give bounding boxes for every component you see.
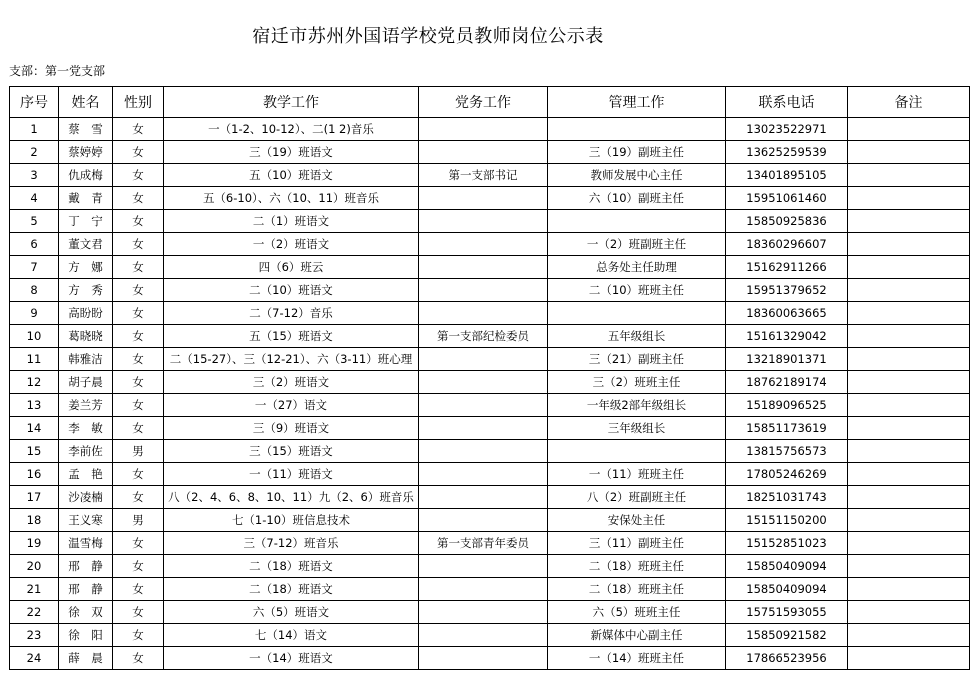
table-header-row <box>10 87 970 118</box>
name-cell: 邢 静 <box>59 555 113 578</box>
index-cell: 12 <box>10 371 59 394</box>
remarks-cell <box>848 417 970 440</box>
management-cell: 八（2）班副班主任 <box>548 486 726 509</box>
phone-cell: 15850925836 <box>726 210 848 233</box>
table-row <box>10 256 970 279</box>
remarks-cell <box>848 601 970 624</box>
management-cell: 二（18）班班主任 <box>548 578 726 601</box>
party-cell <box>419 279 548 302</box>
teaching-cell: 六（5）班语文 <box>164 601 419 624</box>
teaching-cell: 三（15）班语文 <box>164 440 419 463</box>
remarks-cell <box>848 371 970 394</box>
management-cell <box>548 210 726 233</box>
remarks-cell <box>848 279 970 302</box>
index-cell: 3 <box>10 164 59 187</box>
name-cell: 丁 宁 <box>59 210 113 233</box>
phone-cell: 15161329042 <box>726 325 848 348</box>
teaching-cell: 三（2）班语文 <box>164 371 419 394</box>
teaching-cell: 三（7-12）班音乐 <box>164 532 419 555</box>
remarks-cell <box>848 187 970 210</box>
name-cell: 沙凌楠 <box>59 486 113 509</box>
index-cell: 19 <box>10 532 59 555</box>
table-row <box>10 141 970 164</box>
party-cell <box>419 256 548 279</box>
party-cell <box>419 509 548 532</box>
management-cell: 三（19）副班主任 <box>548 141 726 164</box>
name-cell: 韩雅洁 <box>59 348 113 371</box>
header-col-management: 管理工作 <box>548 87 726 118</box>
remarks-cell <box>848 647 970 670</box>
party-cell <box>419 210 548 233</box>
header-col-index: 序号 <box>10 87 59 118</box>
teaching-cell: 四（6）班云 <box>164 256 419 279</box>
name-cell: 蔡婷婷 <box>59 141 113 164</box>
remarks-cell <box>848 164 970 187</box>
name-cell: 董文君 <box>59 233 113 256</box>
gender-cell: 女 <box>113 210 164 233</box>
name-cell: 胡子晨 <box>59 371 113 394</box>
management-cell: 一（14）班班主任 <box>548 647 726 670</box>
table-row <box>10 302 970 325</box>
party-cell: 第一支部青年委员 <box>419 532 548 555</box>
phone-cell: 15151150200 <box>726 509 848 532</box>
management-cell <box>548 302 726 325</box>
table-row <box>10 647 970 670</box>
teaching-cell: 一（2）班语文 <box>164 233 419 256</box>
phone-cell: 15152851023 <box>726 532 848 555</box>
teaching-cell: 二（15-27）、三（12-21）、六（3-11）班心理 <box>164 348 419 371</box>
index-cell: 14 <box>10 417 59 440</box>
name-cell: 戴 青 <box>59 187 113 210</box>
phone-cell: 18251031743 <box>726 486 848 509</box>
party-cell <box>419 624 548 647</box>
management-cell: 五年级组长 <box>548 325 726 348</box>
name-cell: 孟 艳 <box>59 463 113 486</box>
teaching-cell: 二（18）班语文 <box>164 578 419 601</box>
phone-cell: 15951061460 <box>726 187 848 210</box>
name-cell: 薛 晨 <box>59 647 113 670</box>
party-cell <box>419 233 548 256</box>
gender-cell: 女 <box>113 279 164 302</box>
header-col-party: 党务工作 <box>419 87 548 118</box>
party-cell: 第一支部书记 <box>419 164 548 187</box>
teaching-cell: 一（11）班语文 <box>164 463 419 486</box>
index-cell: 16 <box>10 463 59 486</box>
header-col-name: 姓名 <box>59 87 113 118</box>
party-cell <box>419 371 548 394</box>
table-row <box>10 555 970 578</box>
phone-cell: 17805246269 <box>726 463 848 486</box>
index-cell: 23 <box>10 624 59 647</box>
teaching-cell: 五（15）班语文 <box>164 325 419 348</box>
table-row <box>10 371 970 394</box>
table-row <box>10 486 970 509</box>
gender-cell: 女 <box>113 532 164 555</box>
gender-cell: 女 <box>113 394 164 417</box>
remarks-cell <box>848 210 970 233</box>
party-cell <box>419 141 548 164</box>
phone-cell: 18762189174 <box>726 371 848 394</box>
table-row <box>10 417 970 440</box>
table-row <box>10 532 970 555</box>
index-cell: 22 <box>10 601 59 624</box>
party-cell <box>419 601 548 624</box>
teaching-cell: 五（10）班语文 <box>164 164 419 187</box>
name-cell: 高盼盼 <box>59 302 113 325</box>
table-row <box>10 325 970 348</box>
management-cell: 三年级组长 <box>548 417 726 440</box>
remarks-cell <box>848 555 970 578</box>
gender-cell: 男 <box>113 440 164 463</box>
name-cell: 温雪梅 <box>59 532 113 555</box>
gender-cell: 女 <box>113 371 164 394</box>
phone-cell: 13815756573 <box>726 440 848 463</box>
party-cell <box>419 440 548 463</box>
table-row <box>10 164 970 187</box>
remarks-cell <box>848 325 970 348</box>
party-cell <box>419 578 548 601</box>
index-cell: 24 <box>10 647 59 670</box>
remarks-cell <box>848 509 970 532</box>
index-cell: 2 <box>10 141 59 164</box>
management-cell: 六（5）班班主任 <box>548 601 726 624</box>
phone-cell: 15851173619 <box>726 417 848 440</box>
gender-cell: 女 <box>113 417 164 440</box>
table-row <box>10 233 970 256</box>
header-col-gender: 性别 <box>113 87 164 118</box>
gender-cell: 女 <box>113 325 164 348</box>
party-cell: 第一支部纪检委员 <box>419 325 548 348</box>
index-cell: 10 <box>10 325 59 348</box>
teaching-cell: 二（10）班语文 <box>164 279 419 302</box>
management-cell: 新媒体中心副主任 <box>548 624 726 647</box>
page-title: 宿迁市苏州外国语学校党员教师岗位公示表 <box>252 26 604 47</box>
name-cell: 徐 阳 <box>59 624 113 647</box>
index-cell: 18 <box>10 509 59 532</box>
party-cell <box>419 486 548 509</box>
gender-cell: 女 <box>113 578 164 601</box>
management-cell: 三（11）副班主任 <box>548 532 726 555</box>
teaching-cell: 三（19）班语文 <box>164 141 419 164</box>
gender-cell: 女 <box>113 601 164 624</box>
management-cell: 一（2）班副班主任 <box>548 233 726 256</box>
name-cell: 蔡 雪 <box>59 118 113 141</box>
teaching-cell: 七（14）语文 <box>164 624 419 647</box>
remarks-cell <box>848 624 970 647</box>
index-cell: 5 <box>10 210 59 233</box>
management-cell: 二（10）班班主任 <box>548 279 726 302</box>
remarks-cell <box>848 486 970 509</box>
staff-table <box>9 86 970 670</box>
teaching-cell: 五（6-10）、六（10、11）班音乐 <box>164 187 419 210</box>
index-cell: 17 <box>10 486 59 509</box>
index-cell: 7 <box>10 256 59 279</box>
gender-cell: 女 <box>113 187 164 210</box>
phone-cell: 13625259539 <box>726 141 848 164</box>
index-cell: 1 <box>10 118 59 141</box>
phone-cell: 13218901371 <box>726 348 848 371</box>
teaching-cell: 一（14）班语文 <box>164 647 419 670</box>
table-row <box>10 509 970 532</box>
remarks-cell <box>848 118 970 141</box>
management-cell: 教师发展中心主任 <box>548 164 726 187</box>
teaching-cell: 八（2、4、6、8、10、11）九（2、6）班音乐 <box>164 486 419 509</box>
management-cell: 安保处主任 <box>548 509 726 532</box>
phone-cell: 13401895105 <box>726 164 848 187</box>
phone-cell: 15951379652 <box>726 279 848 302</box>
name-cell: 邢 静 <box>59 578 113 601</box>
gender-cell: 女 <box>113 118 164 141</box>
header-col-phone: 联系电话 <box>726 87 848 118</box>
table-row <box>10 440 970 463</box>
remarks-cell <box>848 256 970 279</box>
gender-cell: 女 <box>113 463 164 486</box>
table-row <box>10 624 970 647</box>
management-cell: 三（21）副班主任 <box>548 348 726 371</box>
teaching-cell: 一（1-2、10-12）、二(1 2)音乐 <box>164 118 419 141</box>
party-cell <box>419 463 548 486</box>
remarks-cell <box>848 233 970 256</box>
name-cell: 方 秀 <box>59 279 113 302</box>
header-col-teaching: 教学工作 <box>164 87 419 118</box>
remarks-cell <box>848 440 970 463</box>
management-cell: 总务处主任助理 <box>548 256 726 279</box>
phone-cell: 15162911266 <box>726 256 848 279</box>
phone-cell: 18360296607 <box>726 233 848 256</box>
remarks-cell <box>848 141 970 164</box>
management-cell: 二（18）班班主任 <box>548 555 726 578</box>
remarks-cell <box>848 394 970 417</box>
remarks-cell <box>848 532 970 555</box>
table-row <box>10 463 970 486</box>
table-row <box>10 394 970 417</box>
phone-cell: 15850409094 <box>726 578 848 601</box>
party-cell <box>419 187 548 210</box>
index-cell: 13 <box>10 394 59 417</box>
table-row <box>10 187 970 210</box>
phone-cell: 15751593055 <box>726 601 848 624</box>
party-cell <box>419 118 548 141</box>
table-row <box>10 578 970 601</box>
name-cell: 方 娜 <box>59 256 113 279</box>
management-cell <box>548 118 726 141</box>
gender-cell: 女 <box>113 555 164 578</box>
name-cell: 徐 双 <box>59 601 113 624</box>
index-cell: 11 <box>10 348 59 371</box>
remarks-cell <box>848 578 970 601</box>
management-cell <box>548 440 726 463</box>
phone-cell: 18360063665 <box>726 302 848 325</box>
gender-cell: 女 <box>113 348 164 371</box>
index-cell: 9 <box>10 302 59 325</box>
gender-cell: 女 <box>113 302 164 325</box>
table-row <box>10 279 970 302</box>
table-row <box>10 601 970 624</box>
teaching-cell: 七（1-10）班信息技术 <box>164 509 419 532</box>
remarks-cell <box>848 463 970 486</box>
party-cell <box>419 348 548 371</box>
party-cell <box>419 417 548 440</box>
branch-label: 支部：第一党支部 <box>9 64 106 78</box>
teaching-cell: 二（1）班语文 <box>164 210 419 233</box>
phone-cell: 15189096525 <box>726 394 848 417</box>
gender-cell: 女 <box>113 233 164 256</box>
index-cell: 20 <box>10 555 59 578</box>
name-cell: 李前佐 <box>59 440 113 463</box>
party-cell <box>419 394 548 417</box>
table-row <box>10 348 970 371</box>
party-cell <box>419 302 548 325</box>
index-cell: 4 <box>10 187 59 210</box>
name-cell: 李 敏 <box>59 417 113 440</box>
party-cell <box>419 555 548 578</box>
table-row <box>10 118 970 141</box>
gender-cell: 女 <box>113 624 164 647</box>
index-cell: 21 <box>10 578 59 601</box>
header-col-remarks: 备注 <box>848 87 970 118</box>
management-cell: 一（11）班班主任 <box>548 463 726 486</box>
remarks-cell <box>848 348 970 371</box>
teaching-cell: 三（9）班语文 <box>164 417 419 440</box>
name-cell: 仇成梅 <box>59 164 113 187</box>
teaching-cell: 二（7-12）音乐 <box>164 302 419 325</box>
gender-cell: 女 <box>113 141 164 164</box>
name-cell: 姜兰芳 <box>59 394 113 417</box>
management-cell: 三（2）班班主任 <box>548 371 726 394</box>
gender-cell: 女 <box>113 164 164 187</box>
phone-cell: 17866523956 <box>726 647 848 670</box>
gender-cell: 女 <box>113 486 164 509</box>
table-row <box>10 210 970 233</box>
name-cell: 王义寒 <box>59 509 113 532</box>
teaching-cell: 二（18）班语文 <box>164 555 419 578</box>
phone-cell: 15850409094 <box>726 555 848 578</box>
phone-cell: 15850921582 <box>726 624 848 647</box>
index-cell: 15 <box>10 440 59 463</box>
gender-cell: 女 <box>113 647 164 670</box>
management-cell: 六（10）副班主任 <box>548 187 726 210</box>
party-cell <box>419 647 548 670</box>
phone-cell: 13023522971 <box>726 118 848 141</box>
management-cell: 一年级2部年级组长 <box>548 394 726 417</box>
gender-cell: 女 <box>113 256 164 279</box>
remarks-cell <box>848 302 970 325</box>
teaching-cell: 一（27）语文 <box>164 394 419 417</box>
gender-cell: 男 <box>113 509 164 532</box>
index-cell: 6 <box>10 233 59 256</box>
index-cell: 8 <box>10 279 59 302</box>
name-cell: 葛晓晓 <box>59 325 113 348</box>
